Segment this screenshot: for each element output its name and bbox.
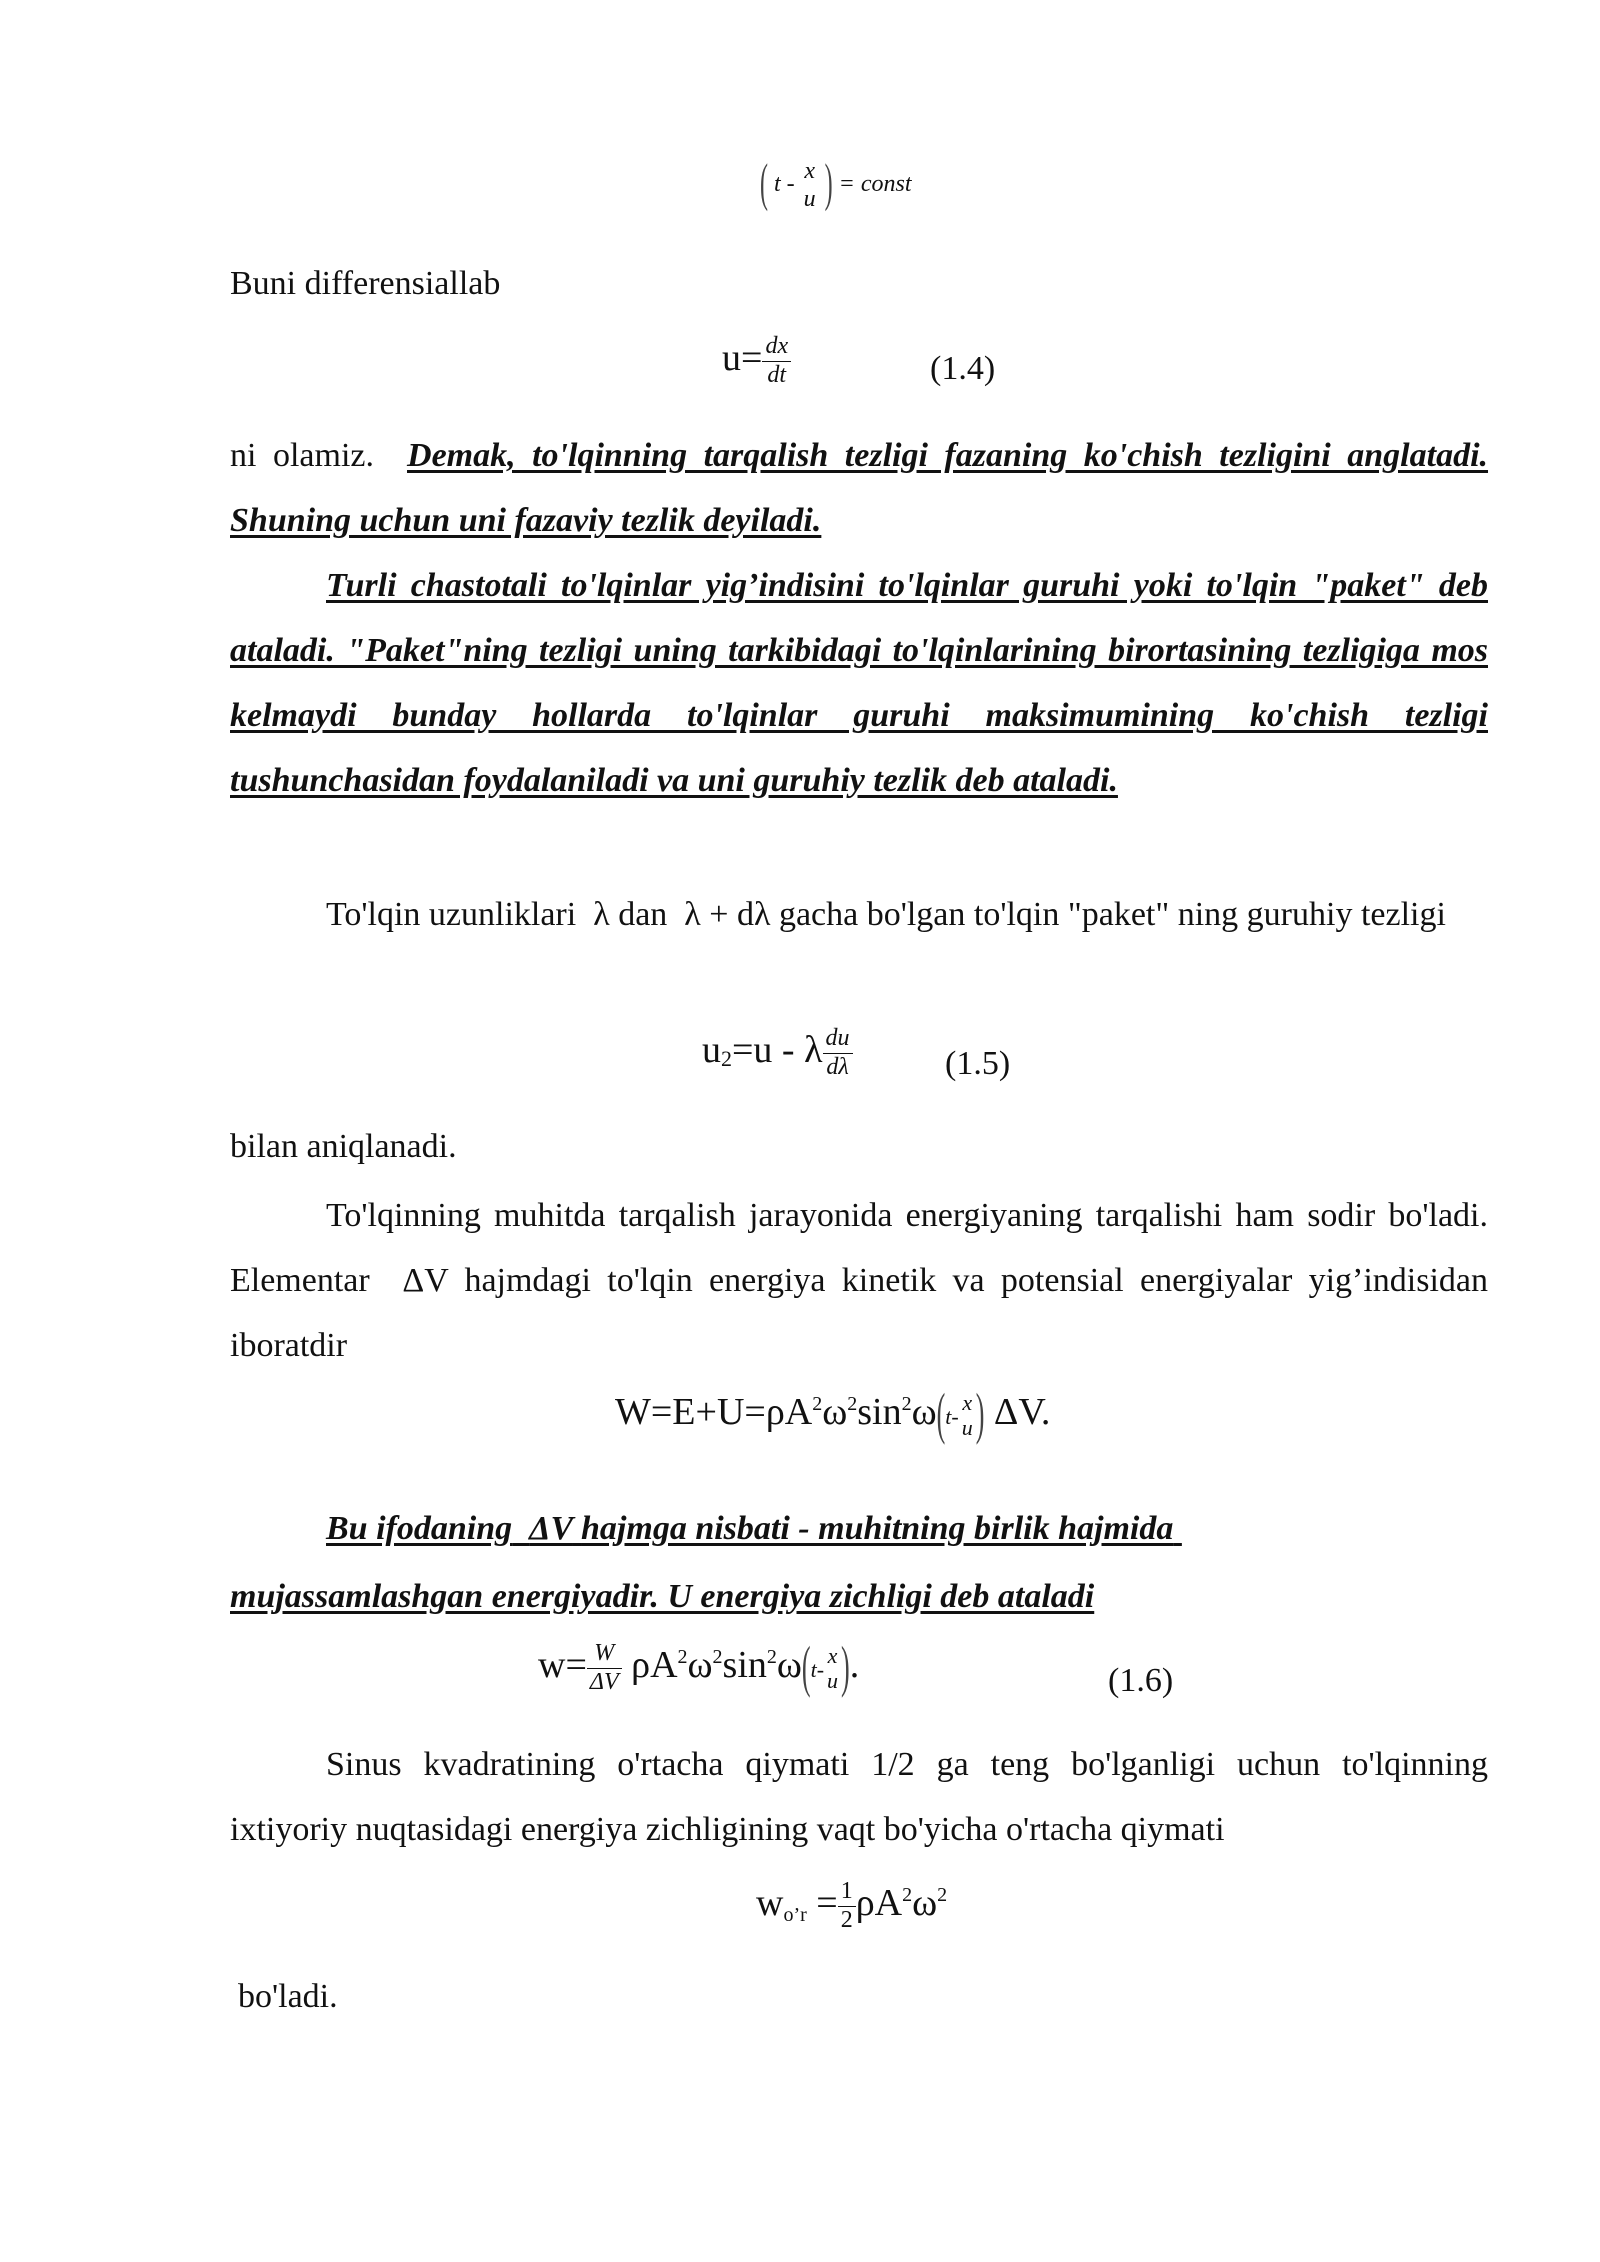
equation-number-1-5: (1.5) [945, 1045, 1011, 1082]
p2-emphasis: Turli chastotali to'lqinlar yig’indisini to'lqinlar guruhi yoki to'lqin "paket" deb ataladi. "Paket"ning tezligi uning tarkibidagi to'lqinlarining birortasining tezligiga mos kelmaydi bunday hollarda to'lqinlar guruhi maksimumining ko'chish tezligi tushunchasidan foydalaniladi va uni guruhiy tezlik deb ataladi. [230, 567, 1488, 799]
equation-energy [615, 1382, 1051, 1447]
paren-open: ( [760, 155, 768, 214]
eq-w-b: ω [822, 1391, 848, 1434]
eq-1-6-lhs: w= [538, 1643, 587, 1686]
eq-avg-eq: = [806, 1881, 838, 1924]
eq-1-4-lhs: u= [722, 336, 763, 379]
eq-1-6-a: ρA [631, 1643, 678, 1686]
eq-1-5-u: u [702, 1028, 721, 1071]
eq-1-6-tail: . [849, 1643, 860, 1686]
text-boladi: bo'ladi. [238, 1978, 338, 2015]
paragraph-energiya [230, 1183, 1488, 1378]
eq-const-t: t [774, 171, 781, 198]
eq-avg-a: ρA [855, 1881, 903, 1924]
fraction-den: dλ [826, 1053, 849, 1080]
sup-2: 2 [937, 1883, 948, 1906]
fraction-num: 1 [838, 1878, 856, 1907]
fraction-num: x [962, 1390, 973, 1415]
fraction-den: 2 [840, 1906, 853, 1933]
sup-2: 2 [677, 1645, 688, 1668]
fraction-den: u [961, 1415, 973, 1441]
p5-c: mujassamlashgan energiyadir. U energiya zichligi deb ataladi [230, 1578, 1095, 1615]
sup-2: 2 [712, 1645, 723, 1668]
eq-w-c: sin [857, 1391, 902, 1434]
fraction-den: u [803, 185, 816, 212]
equation-const [760, 155, 912, 214]
equation-1-5 [702, 1025, 853, 1081]
eq-const-rhs: = const [838, 171, 912, 198]
p1-emphasis: Demak, to'lqinning tarqalish tezligi fazaning ko'chish tezligini anglatadi. Shuning uchun uni fazaviy tezlik deyiladi. [230, 437, 1489, 539]
sup-2: 2 [766, 1645, 777, 1668]
fraction-num: dx [762, 333, 791, 362]
fraction-den: u [827, 1668, 839, 1694]
equation-1-4 [722, 333, 791, 389]
sup-2: 2 [901, 1393, 912, 1416]
p6-a: Sinus kvadratining o'rtacha qiymati 1/2 ga teng bo'lganligi uchun to'lqinning ixtiyoriy nuqtasidagi energiya zichligining vaqt bo'yicha o'rtacha qiymati [230, 1746, 1488, 1848]
fraction-num: x [827, 1642, 838, 1668]
fraction-dx-dt [762, 333, 791, 389]
eq-1-6-b: ω [687, 1643, 713, 1686]
equation-number-1-6: (1.6) [1108, 1662, 1174, 1699]
eq-avg-b: ω [912, 1881, 938, 1924]
p5-b: hajmga nisbati - muhitning birlik hajmida [581, 1510, 1174, 1547]
eq-1-6-c: sin [722, 1643, 767, 1686]
text-bilan: bilan aniqlanadi. [230, 1128, 457, 1165]
p2-indent [230, 567, 326, 604]
paren-close: ) [824, 155, 833, 214]
eq-1-6-d: ω [776, 1643, 802, 1686]
eq-w-minus: - [951, 1404, 959, 1430]
paragraph-guruhiy-tezlik [230, 553, 1488, 813]
p4-a: To'lqinning muhitda tarqalish jarayonida energiyaning tarqalishi ham sodir bo'ladi. Elementar [230, 1197, 1488, 1299]
eq-w-d: ω [911, 1391, 937, 1434]
eq-1-5-sub: 2 [721, 1045, 732, 1071]
eq-const-minus: - [786, 171, 795, 198]
fraction-num: x [804, 158, 815, 184]
p4-b: hajmdagi to'lqin energiya kinetik va potensial energiyalar yig’indisidan iboratdir [230, 1262, 1489, 1364]
lambda-range: λ + dλ [684, 896, 771, 933]
equation-average [756, 1878, 947, 1934]
fraction-x-over-u [824, 1643, 841, 1694]
eq-1-6-t: t [810, 1656, 817, 1682]
fraction-num: W [587, 1640, 622, 1669]
eq-w-t: t [945, 1404, 952, 1430]
sup-2: 2 [812, 1393, 823, 1416]
paren-open: ( [801, 1635, 811, 1699]
eq-1-5-mid: =u - λ [732, 1028, 823, 1071]
equation-number-1-4: (1.4) [930, 350, 996, 387]
p5-line-1 [230, 1510, 1182, 1547]
paren-open: ( [936, 1382, 946, 1447]
paragraph-energiya-zichligi [230, 1495, 1182, 1631]
paragraph-paket-tezligi [230, 882, 1488, 947]
paragraph-ortacha-qiymat [230, 1732, 1488, 1862]
p3-b: dan [618, 896, 668, 933]
p3-a: To'lqin uzunliklari [326, 896, 577, 933]
p1-plain: ni olamiz. [230, 437, 374, 474]
sup-2: 2 [902, 1883, 913, 1906]
fraction-x-over-u [801, 158, 819, 213]
delta-v-symbol: ΔV [402, 1262, 449, 1299]
eq-avg-w: w [756, 1881, 784, 1924]
text-buni: Buni differensiallab [230, 265, 501, 302]
eq-1-6-minus: - [816, 1656, 825, 1682]
fraction-den: dt [767, 361, 787, 388]
p3-d: gacha bo'lgan to'lqin "paket" ning guruhiy tezligi [778, 896, 1446, 933]
p5-a: Bu ifodaning [326, 1510, 513, 1547]
delta-v-symbol: ΔV [529, 1510, 573, 1547]
eq-avg-sub: o’r [783, 1903, 807, 1926]
fraction-du-dlambda [823, 1025, 853, 1081]
lambda-symbol: λ [593, 896, 610, 933]
eq-w-a: W=E+U=ρA [615, 1391, 813, 1434]
fraction-one-half [838, 1878, 856, 1934]
paren-close: ) [841, 1635, 850, 1699]
fraction-num: du [823, 1025, 853, 1054]
eq-w-tail: ΔV. [993, 1391, 1051, 1434]
fraction-den: ΔV [589, 1668, 619, 1695]
sup-2: 2 [847, 1393, 858, 1416]
paragraph-fazaviy-tezlik [230, 423, 1488, 553]
fraction-x-over-u [959, 1390, 976, 1441]
equation-1-6 [538, 1635, 860, 1699]
paren-close: ) [975, 1382, 985, 1447]
fraction-w-over-dv [587, 1640, 622, 1696]
